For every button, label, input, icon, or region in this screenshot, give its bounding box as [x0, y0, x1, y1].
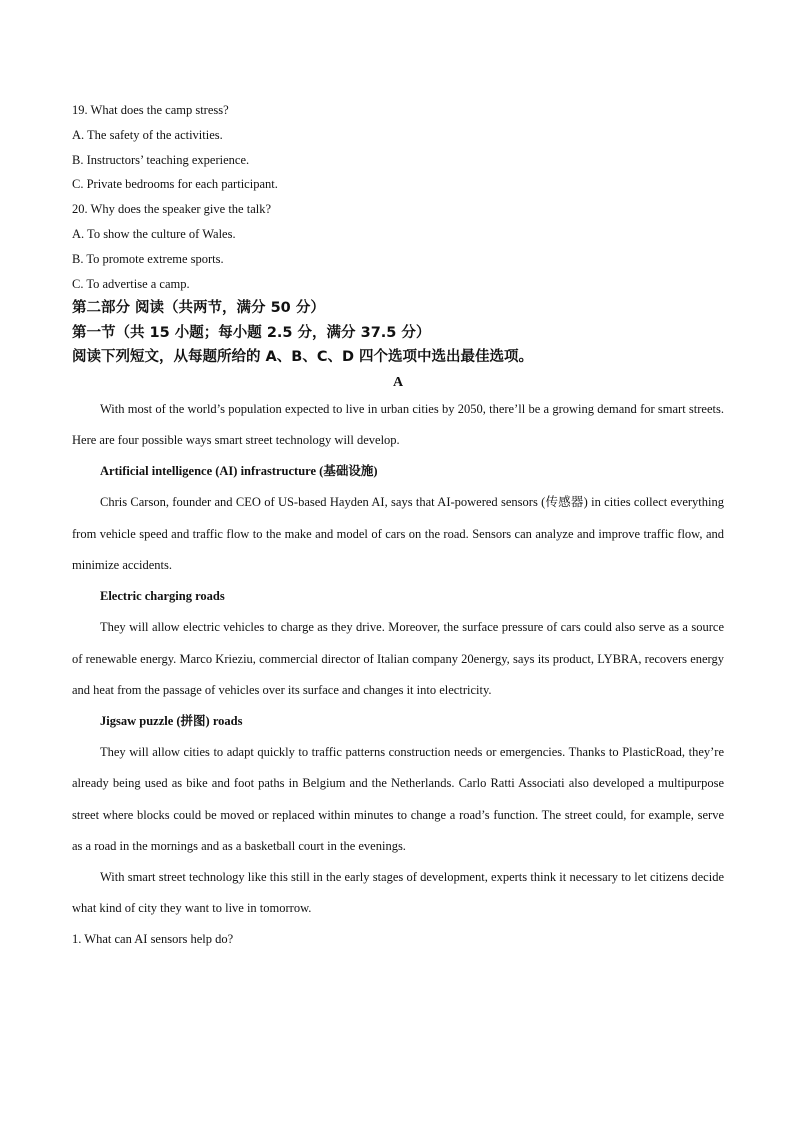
passage-title: A [392, 374, 404, 390]
section-body-ai: Chris Carson, founder and CEO of US-based Hayden AI, says that AI-powered sensors (传感器) in cities collect everything from vehicle speed and traffic flow to the make and model of cars on the road. Sensors can analyze and improve traffic flow, and minimize accidents. [72, 495, 724, 572]
part-two-heading: 第二部分 阅读（共两节，满分 50 分） [72, 300, 325, 317]
listening-questions [72, 98, 724, 296]
section-heading-jigsaw: Jigsaw puzzle (拼图) roads [100, 713, 243, 728]
passage-conclusion: With smart street technology like this still in the early stages of development, experts think it necessary to let citizens decide what kind of city they want to live in tomorrow. [72, 869, 724, 916]
option-19-a: A. The safety of the activities. [72, 127, 223, 142]
option-19-b: B. Instructors’ teaching experience. [72, 152, 250, 167]
option-20-a: A. To show the culture of Wales. [72, 226, 236, 241]
section-heading-ai: Artificial intelligence (AI) infrastructure (基础设施) [100, 464, 378, 479]
option-20-b: B. To promote extreme sports. [72, 251, 224, 266]
section-body-jigsaw: They will allow cities to adapt quickly to traffic patterns construction needs or emergencies. Thanks to PlasticRoad, they’re already being used as bike and foot paths in Belgium and the Netherlands. Carlo Ratti Associati also developed a multipurpose street where blocks could be moved or replaced within minutes to change a road’s function. The street could, for example, serve as a road in the mornings and as a basketball court in the evenings. [72, 745, 724, 853]
option-19-c: C. Private bedrooms for each participant. [72, 177, 278, 192]
section-headings [72, 296, 724, 370]
reading-question-1: 1. What can AI sensors help do? [72, 932, 234, 947]
passage-intro: With most of the world’s population expected to live in urban cities by 2050, there’ll be a growing demand for smart streets. Here are four possible ways smart street technology will develop. [72, 401, 724, 448]
section-body-charging: They will allow electric vehicles to charge as they drive. Moreover, the surface pressure of cars could also serve as a source of renewable energy. Marco Kriezіu, commercial director of Italian company 20energy, says its product, LYBRA, recovers energy and heat from the passage of vehicles over its surface and changes it into electricity. [72, 620, 724, 697]
question-20: 20. Why does the speaker give the talk? [72, 202, 272, 217]
passage-a [72, 372, 724, 924]
instructions: 阅读下列短文，从每题所给的 A、B、C、D 四个选项中选出最佳选项。 [72, 349, 534, 366]
question-19: 19. What does the camp stress? [72, 103, 229, 117]
section-heading-charging: Electric charging roads [100, 589, 225, 604]
section-one-heading: 第一节（共 15 小题；每小题 2.5 分，满分 37.5 分） [72, 324, 431, 341]
exam-page [72, 98, 724, 956]
option-20-c: C. To advertise a camp. [72, 276, 190, 291]
